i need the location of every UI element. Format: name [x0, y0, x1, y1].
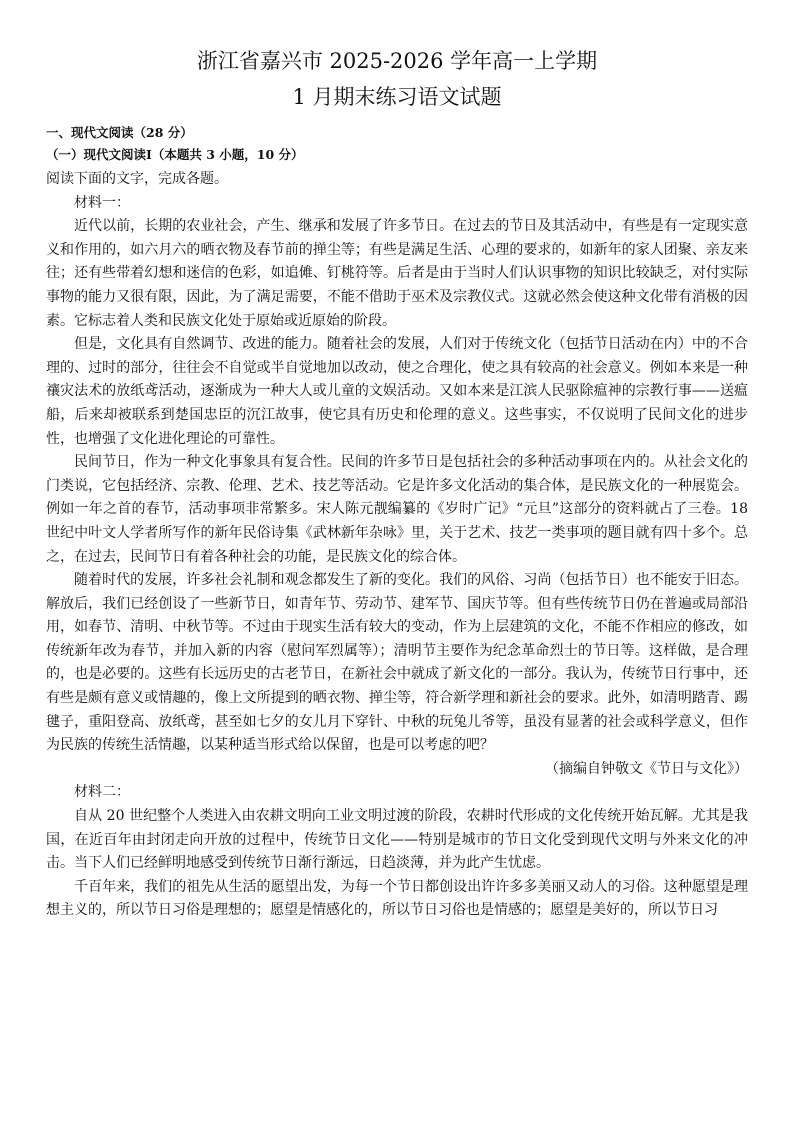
material2-paragraph: 千百年来，我们的祖先从生活的愿望出发，为每一个节日都创设出许许多多美丽又动人的习俗。这种愿望是理想主义的，所以节日习俗是理想的；愿望是情感化的，所以节日习俗也是情感的；愿望是美好的，所以节日习: [46, 878, 748, 919]
material1-paragraph: 民间节日，作为一种文化事象具有复合性。民间的许多节日是包括社会的多种活动事项在内的。从社会文化的门类说，它包括经济、宗教、伦理、艺术、技艺等活动。它是许多文化活动的集合体，是民族文化的一种展览会。例如一年之首的春节，活动事项非常繁多。宋人陈元靓编纂的《岁时广记》“元旦”这部分的资料就占了三卷。18 世纪中叶文人学者所写作的新年民俗诗集《武林新年杂咏》里，关于艺术、技艺一类事项的题目就有四十多个。总之，在过去，民间节日有着各种社会的功能，是民族文化的综合体。: [46, 454, 748, 565]
sub-section-heading: （一）现代文阅读Ⅰ（本题共 3 小题，10 分）: [46, 147, 304, 162]
section-heading: 一、现代文阅读（28 分）: [46, 125, 193, 140]
exam-title-line2: 1 月期末练习语文试题: [292, 85, 502, 109]
material1-paragraph: 随着时代的发展，许多社会礼制和观念都发生了新的变化。我们的风俗、习尚（包括节日）也不能安于旧态。解放后，我们已经创设了一些新节日，如青年节、劳动节、建军节、国庆节等。但有些传统节日仍在普遍或局部沿用，如春节、清明、中秋节等。不过由于现实生活有较大的变动，作为上层建筑的文化，不能不作相应的修改，如传统新年改为春节，并加入新的内容（慰问军烈属等）；清明节主要作为纪念革命烈士的节日等。这样做，是合理的，也是必要的。这些有长远历史的古老节日，在新社会中就成了新文化的一部分。我认为，传统节日行事中，还有些是颇有意义或情趣的，像上文所提到的晒衣物、掸尘等，符合新学理和新社会的要求。此外，如清明踏青、踢毽子，重阳登高、放纸鸢，甚至如七夕的女儿月下穿针、中秋的玩兔儿爷等，虽没有显著的社会或科学意义，但作为民族的传统生活情趣，以某种适当形式给以保留，也是可以考虑的吧？: [46, 572, 748, 754]
material1-paragraph: 但是，文化具有自然调节、改进的能力。随着社会的发展，人们对于传统文化（包括节日活动在内）中的不合理的、过时的部分，往往会不自觉或半自觉地加以改动，使之合理化，使之具有较高的社会意义。例如本来是一种禳灾法术的放纸鸢活动，逐渐成为一种大人或儿童的文娱活动。又如本来是江滨人民驱除瘟神的宗教行事——送瘟船，后来却被联系到楚国忠臣的沉江故事，使它具有历史和伦理的意义。这些事实，不仅说明了民间文化的进步性，也增强了文化进化理论的可靠性。: [46, 336, 748, 447]
material1-source: （摘编自钟敬文《节日与文化》）: [545, 760, 748, 777]
exam-title-line1: 浙江省嘉兴市 2025-2026 学年高一上学期: [196, 49, 598, 73]
instruction-text: 阅读下面的文字，完成各题。: [46, 171, 228, 187]
exam-page: [46, 44, 748, 923]
material1-paragraph: 近代以前，长期的农业社会，产生、继承和发展了许多节日。在过去的节日及其活动中，有些是有一定现实意义和作用的，如六月六的晒衣物及春节前的掸尘等；有些是满足生活、心理的要求的，如新年的家人团聚、亲友来往；还有些带着幻想和迷信的色彩，如追傩、钉桃符等。后者是由于当时人们认识事物的知识比较缺乏，对付实际事物的能力又很有限，因此，为了满足需要，不能不借助于巫术及宗教仪式。这就必然会使这种文化带有消极的因素。它标志着人类和民族文化处于原始或近原始的阶段。: [46, 218, 748, 329]
material1-label: 材料一：: [74, 194, 130, 211]
material2-label: 材料二：: [74, 784, 130, 801]
material2-paragraph: 自从 20 世纪整个人类进入由农耕文明向工业文明过渡的阶段，农耕时代形成的文化传统开始瓦解。尤其是我国，在近百年由封闭走向开放的过程中，传统节日文化——特别是城市的节日文化受到现代文明与外来文化的冲击。当下人们已经鲜明地感受到传统节日渐行渐远，日趋淡薄，并为此产生忧虑。: [46, 808, 748, 872]
